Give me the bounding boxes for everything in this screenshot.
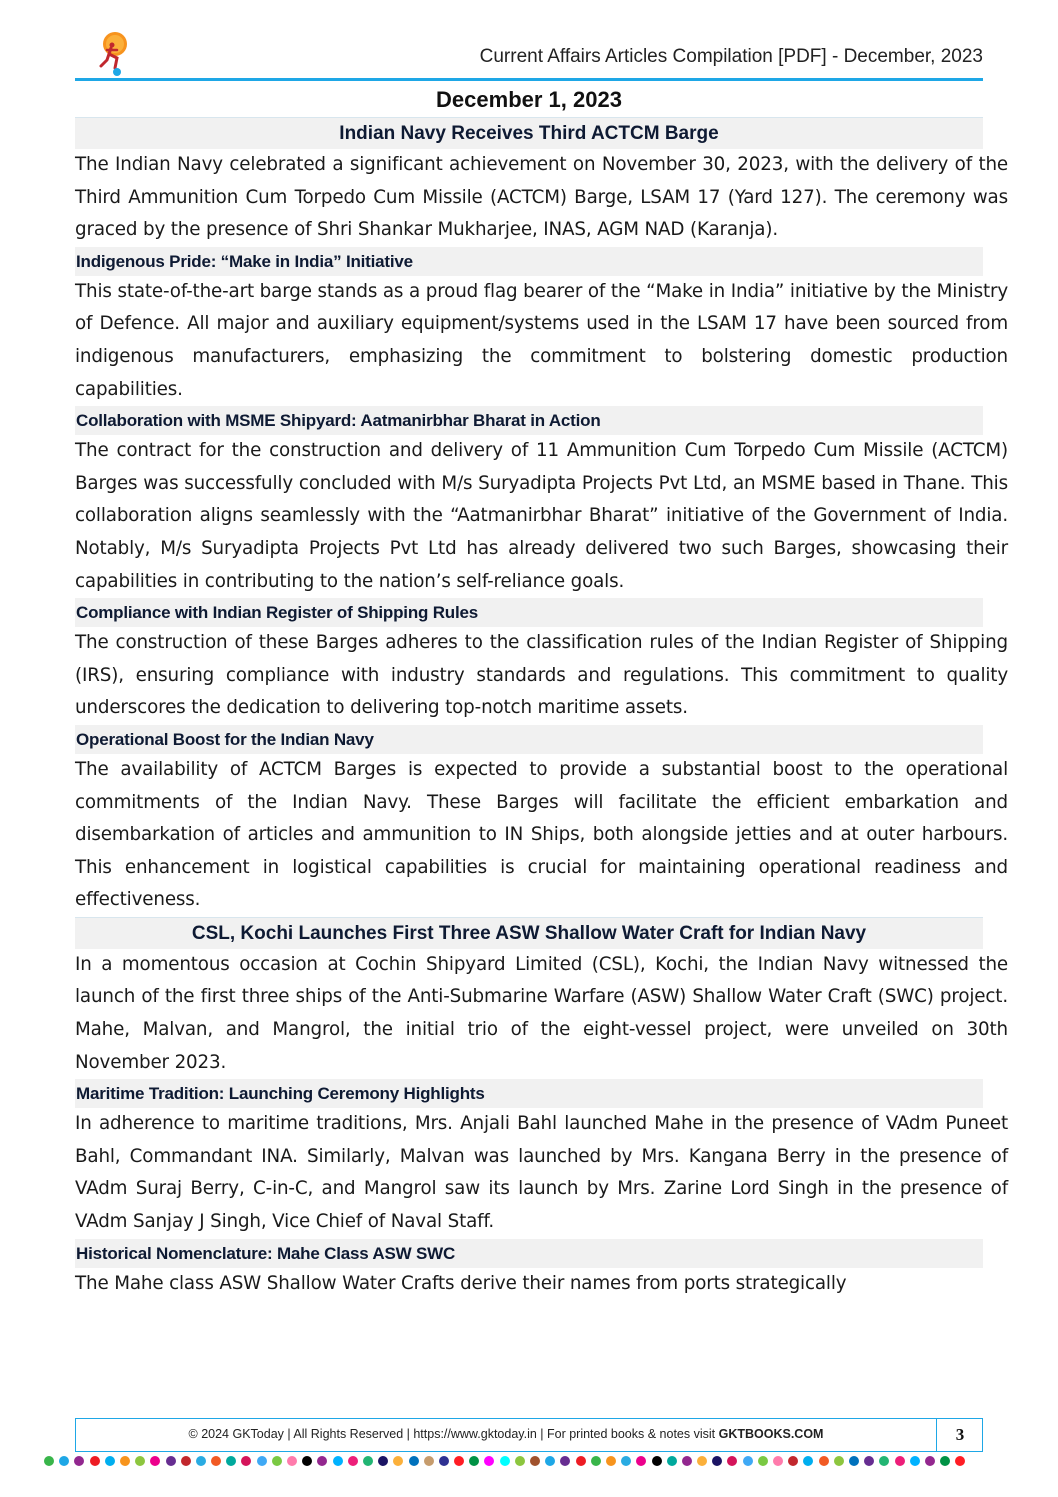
decorative-dot [758, 1456, 768, 1466]
article-intro: In a momentous occasion at Cochin Shipyard Limited (CSL), Kochi, the Indian Navy witnessed the launch of the first three ships of the Anti-Submarine Warfare (ASW) Shallow Water Craft (SWC) project. Mahe, Malvan, and Mangrol, the initial trio of the eight-vessel project, were unveiled on 30th November 2023. [75, 953, 1008, 1073]
decorative-dot [226, 1456, 236, 1466]
decorative-dot [150, 1456, 160, 1466]
section-text: The construction of these Barges adheres to the classification rules of the Indian Register of Shipping (IRS), ensuring compliance with industry standards and regulations. This commitment to quality underscores the dedication to delivering top-notch maritime assets. [75, 632, 1008, 719]
decorative-dot [317, 1456, 327, 1466]
decorative-dot [500, 1456, 510, 1466]
decorative-dot [257, 1456, 267, 1466]
decorative-dot [333, 1456, 343, 1466]
decorative-dot [135, 1456, 145, 1466]
decorative-dot [545, 1456, 555, 1466]
decorative-dot [378, 1456, 388, 1466]
decorative-dot [363, 1456, 373, 1466]
decorative-dot [484, 1456, 494, 1466]
decorative-dot [211, 1456, 221, 1466]
header-title: Current Affairs Articles Compilation [PDF] - December, 2023 [479, 46, 983, 67]
section-heading: Collaboration with MSME Shipyard: Aatmanirbhar Bharat in Action [75, 406, 983, 435]
decorative-dot [940, 1456, 950, 1466]
decorative-dot [803, 1456, 813, 1466]
decorative-dot [682, 1456, 692, 1466]
date-heading: December 1, 2023 [436, 87, 622, 112]
article-intro: The Indian Navy celebrated a significant achievement on November 30, 2023, with the delivery of the Third Ammunition Cum Torpedo Cum Missile (ACTCM) Barge, LSAM 17 (Yard 127). The ceremony was graced by the presence of Shri Shankar Mukharjee, INAS, AGM NAD (Karanja). [75, 154, 1008, 241]
decorative-dot [241, 1456, 251, 1466]
decorative-dot [393, 1456, 403, 1466]
decorative-dot [955, 1456, 965, 1466]
decorative-dot [560, 1456, 570, 1466]
decorative-dot [606, 1456, 616, 1466]
decorative-dot [530, 1456, 540, 1466]
decorative-dot [591, 1456, 601, 1466]
decorative-dot [879, 1456, 889, 1466]
decorative-dot [105, 1456, 115, 1466]
header-divider [75, 78, 983, 81]
section-heading: Indigenous Pride: “Make in India” Initiative [75, 247, 983, 276]
footer-copyright: © 2024 GKToday | All Rights Reserved | https://www.gktoday.in | For printed books & notes visit [188, 1427, 716, 1441]
section-heading: Compliance with Indian Register of Shipping Rules [75, 598, 983, 627]
decorative-dot [895, 1456, 905, 1466]
decorative-dot [864, 1456, 874, 1466]
decorative-dot [773, 1456, 783, 1466]
decorative-dot [469, 1456, 479, 1466]
decorative-dot [621, 1456, 631, 1466]
decorative-dot [454, 1456, 464, 1466]
decorative-dot [166, 1456, 176, 1466]
section-text: In adherence to maritime traditions, Mrs. Anjali Bahl launched Mahe in the presence of VAdm Puneet Bahl, Commandant INA. Similarly, Malvan was launched by Mrs. Kangana Berry in the presence of VAdm Suraj Berry, C-in-C, and Mangrol saw its launch by Mrs. Zarine Lord Singh in the presence of VAdm Sanjay J Singh, Vice Chief of Naval Staff. [75, 1113, 1008, 1233]
decorative-dot [348, 1456, 358, 1466]
page-number: 3 [955, 1425, 965, 1444]
decorative-dot [120, 1456, 130, 1466]
decorative-dot [90, 1456, 100, 1466]
decorative-dot [910, 1456, 920, 1466]
page-content [75, 85, 1008, 1300]
section-text: The contract for the construction and delivery of 11 Ammunition Cum Torpedo Cum Missile (ACTCM) Barges was successfully concluded with M/s Suryadipta Projects Pvt Ltd, an MSME based in Thane. This collaboration aligns seamlessly with the “Aatmanirbhar Bharat” initiative of the Government of India. Notably, M/s Suryadipta Projects Pvt Ltd has already delivered two such Barges, showcasing their capabilities in contributing to the nation’s self-reliance goals. [75, 440, 1008, 592]
page-header [75, 28, 983, 82]
decorative-dot [272, 1456, 282, 1466]
decorative-dot [652, 1456, 662, 1466]
section-heading: Historical Nomenclature: Mahe Class ASW SWC [75, 1239, 983, 1268]
decorative-dot [834, 1456, 844, 1466]
decorative-dot [515, 1456, 525, 1466]
section-heading: Maritime Tradition: Launching Ceremony Highlights [75, 1079, 983, 1108]
decorative-dot [44, 1456, 54, 1466]
decorative-dot [576, 1456, 586, 1466]
decorative-dot [849, 1456, 859, 1466]
decorative-dot [636, 1456, 646, 1466]
decorative-dot [788, 1456, 798, 1466]
footer-text [76, 1427, 936, 1441]
decorative-dot [196, 1456, 206, 1466]
section-heading: Operational Boost for the Indian Navy [75, 725, 983, 754]
decorative-dot [302, 1456, 312, 1466]
decorative-dot [667, 1456, 677, 1466]
decorative-dot [181, 1456, 191, 1466]
decorative-dot [925, 1456, 935, 1466]
decorative-dot [424, 1456, 434, 1466]
decorative-dot [439, 1456, 449, 1466]
decorative-dot [74, 1456, 84, 1466]
decorative-dot-row [44, 1456, 970, 1468]
decorative-dot [819, 1456, 829, 1466]
section-text: The Mahe class ASW Shallow Water Crafts derive their names from ports strategically [75, 1272, 847, 1294]
decorative-dot [712, 1456, 722, 1466]
page-footer [75, 1418, 983, 1452]
decorative-dot [59, 1456, 69, 1466]
footer-brand-link[interactable]: GKTBOOKS.COM [718, 1427, 824, 1441]
article-title: Indian Navy Receives Third ACTCM Barge [75, 117, 983, 149]
section-text: The availability of ACTCM Barges is expected to provide a substantial boost to the operational commitments of the Indian Navy. These Barges will facilitate the efficient embarkation and disembarkation of articles and ammunition to IN Ships, both alongside jetties and at outer harbours. This enhancement in logistical capabilities is crucial for maintaining operational readiness and effectiveness. [75, 758, 1008, 911]
decorative-dot [727, 1456, 737, 1466]
decorative-dot [409, 1456, 419, 1466]
decorative-dot [287, 1456, 297, 1466]
article-title: CSL, Kochi Launches First Three ASW Shallow Water Craft for Indian Navy [75, 917, 983, 949]
section-text: This state-of-the-art barge stands as a proud flag bearer of the “Make in India” initiative by the Ministry of Defence. All major and auxiliary equipment/systems used in the LSAM 17 have been sourced from indigenous manufacturers, emphasizing the commitment to bolstering domestic production capabilities. [75, 280, 1008, 400]
decorative-dot [697, 1456, 707, 1466]
gktoday-logo-icon [93, 30, 133, 78]
decorative-dot [743, 1456, 753, 1466]
